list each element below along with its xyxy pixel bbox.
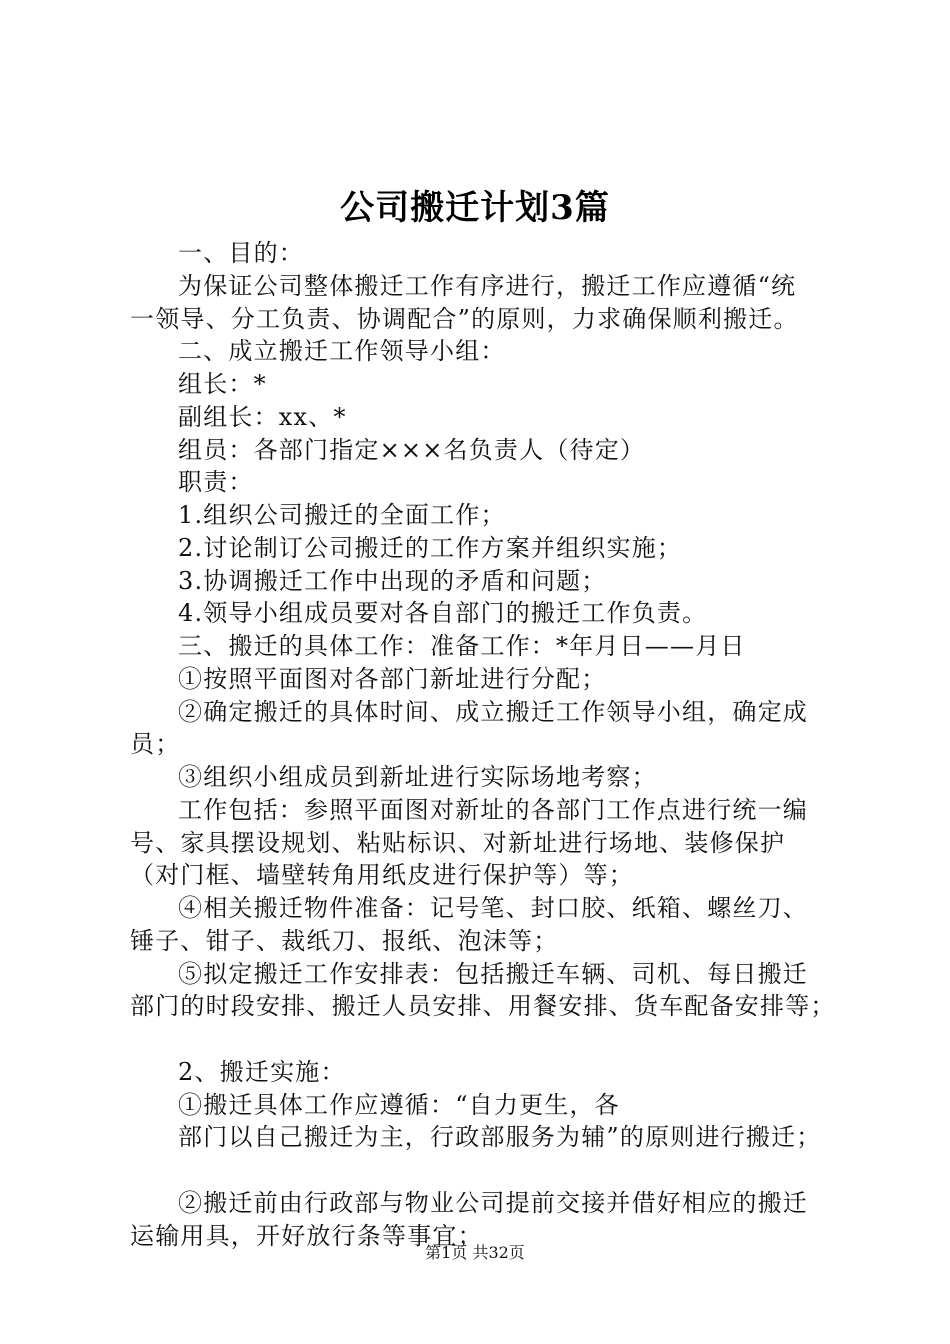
paragraph-line: 部门的时段安排、搬迁人员安排、用餐安排、货车配备安排等； — [130, 992, 836, 1020]
paragraph-line: ①搬迁具体工作应遵循：“自力更生，各 — [178, 1091, 620, 1119]
paragraph-line: 部门以自己搬迁为主，行政部服务为辅”的原则进行搬迁； — [178, 1123, 822, 1151]
paragraph-line: 为保证公司整体搬迁工作有序进行，搬迁工作应遵循“统 — [178, 272, 797, 300]
paragraph-line: 工作包括：参照平面图对新址的各部门工作点进行统一编 — [178, 796, 808, 824]
paragraph-line: ①按照平面图对各部门新址进行分配； — [178, 665, 607, 693]
paragraph-line: 3.协调搬迁工作中出现的矛盾和问题； — [178, 567, 607, 595]
paragraph-line: 副组长：xx、* — [178, 403, 347, 431]
paragraph-line: 组长：* — [178, 370, 267, 398]
paragraph-line: ③组织小组成员到新址进行实际场地考察； — [178, 763, 657, 791]
paragraph-line: 二、成立搬迁工作领导小组： — [178, 337, 506, 365]
paragraph-line: 运输用具，开好放行条等事宜； — [130, 1222, 483, 1250]
paragraph-line: 号、家具摆设规划、粘贴标识、对新址进行场地、装修保护 — [130, 829, 786, 857]
paragraph-line: 员； — [130, 730, 181, 758]
paragraph-line: 2、搬迁实施： — [178, 1058, 346, 1086]
paragraph-line: 一领导、分工负责、协调配合”的原则，力求确保顺利搬迁。 — [130, 305, 799, 333]
paragraph-line: 1.组织公司搬迁的全面工作； — [178, 501, 506, 529]
paragraph-line: 锤子、钳子、裁纸刀、报纸、泡沫等； — [130, 927, 559, 955]
paragraph-line: ⑤拟定搬迁工作安排表：包括搬迁车辆、司机、每日搬迁 — [178, 960, 808, 988]
paragraph-line: 组员：各部门指定×××名负责人（待定） — [178, 436, 646, 464]
paragraph-line: 职责： — [178, 468, 254, 496]
paragraph-line: 三、搬迁的具体工作：准备工作：*年月日——月日 — [178, 632, 746, 660]
paragraph-line: ②确定搬迁的具体时间、成立搬迁工作领导小组，确定成 — [178, 698, 808, 726]
page-footer: 第1页 共32页 — [425, 1243, 525, 1262]
paragraph-line: 4.领导小组成员要对各自部门的搬迁工作负责。 — [178, 599, 708, 627]
paragraph-line: 一、目的： — [178, 239, 304, 267]
document-title: 公司搬迁计划3篇 — [340, 188, 610, 228]
paragraph-line: （对门框、墙壁转角用纸皮进行保护等）等； — [130, 861, 634, 889]
paragraph-line: ④相关搬迁物件准备：记号笔、封口胶、纸箱、螺丝刀、 — [178, 894, 808, 922]
paragraph-line: ②搬迁前由行政部与物业公司提前交接并借好相应的搬迁 — [178, 1189, 808, 1217]
paragraph-line: 2.讨论制订公司搬迁的工作方案并组织实施； — [178, 534, 683, 562]
